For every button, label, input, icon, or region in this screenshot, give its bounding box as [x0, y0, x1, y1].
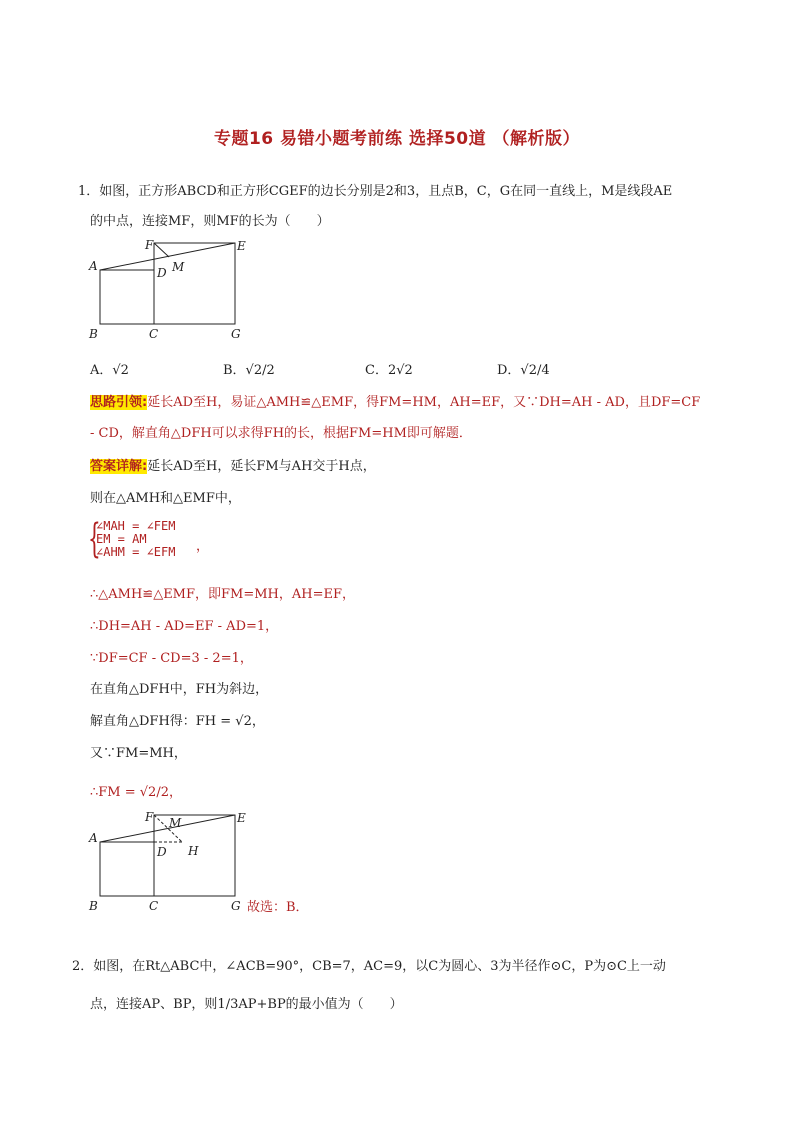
step-4: 在直角△DFH中，FH为斜边， — [90, 682, 269, 697]
option-d: D．√2/4 — [497, 363, 550, 378]
answer-label: 答案详解: — [90, 459, 148, 474]
q1-stem-line2: 的中点，连接MF，则MF的长为（ ） — [90, 214, 330, 229]
page-title: 专题16 易错小题考前练 选择50道 （解析版） — [213, 129, 581, 149]
segment-mf — [154, 243, 169, 257]
label-h-2: H — [188, 844, 199, 858]
q2-stem-line2: 点，连接AP、BP，则1/3AP+BP的最小值为（ ） — [90, 997, 403, 1012]
label-g-2: G — [231, 899, 241, 913]
equation-system — [96, 520, 175, 559]
square-abcd — [100, 270, 154, 324]
option-b: B．√2/2 — [223, 363, 275, 378]
hint-text1: 延长AD至H，易证△AMH≌△EMF，得FM=HM，AH=EF，又∵DH=AH - AD，且DF=CF — [147, 395, 701, 410]
label-a: A — [89, 259, 98, 273]
step-7: ∴FM = √2/2， — [90, 785, 182, 800]
answer-text1: 延长AD至H，延长FM与AH交于H点， — [147, 459, 376, 474]
label-g: G — [231, 327, 241, 341]
step-2: ∴DH=AH - AD=EF - AD=1， — [90, 619, 279, 634]
step-3: ∵DF=CF - CD=3 - 2=1， — [90, 651, 253, 666]
label-d: D — [157, 266, 167, 280]
label-d-2: D — [157, 845, 167, 859]
q1-stem-line1: 1．如图，正方形ABCD和正方形CGEF的边长分别是2和3，且点B，C，G在同一直线上，M是线段AE — [78, 184, 673, 199]
label-f: F — [145, 238, 154, 252]
label-e: E — [237, 239, 246, 253]
hint-line1 — [90, 393, 700, 413]
segment-ae-2 — [100, 815, 235, 842]
equation-1: ∠MAH = ∠FEM — [96, 519, 176, 533]
q1-figure — [85, 236, 255, 344]
square-abcd-2 — [100, 842, 154, 896]
equation-2: EM = AM — [96, 532, 147, 546]
hint-line2: - CD，解直角△DFH可以求得FH的长，根据FM=HM即可解题． — [90, 426, 472, 441]
label-b-2: B — [89, 899, 98, 913]
answer-line2: 则在△AMH和△EMF中， — [90, 491, 241, 506]
label-m-2: M — [169, 816, 182, 830]
answer-line1 — [90, 457, 376, 477]
label-c-2: C — [149, 899, 159, 913]
step-6: 又∵FM=MH， — [90, 746, 187, 761]
hint-label: 思路引领: — [90, 395, 148, 410]
option-c: C．2√2 — [365, 363, 413, 378]
label-f-2: F — [145, 810, 154, 824]
step-5: 解直角△DFH得：FH = √2， — [90, 714, 265, 729]
q1-solution-figure — [85, 808, 255, 916]
square-cgef — [154, 243, 235, 324]
equation-3: ∠AHM = ∠EFM — [96, 545, 176, 559]
label-m: M — [172, 260, 185, 274]
label-a-2: A — [89, 831, 98, 845]
label-c: C — [149, 327, 159, 341]
equation-tail: ， — [196, 539, 210, 554]
q2-stem-line1: 2．如图，在Rt△ABC中，∠ACB=90°，CB=7，AC=9，以C为圆心、3为半径作⊙C，P为⊙C上一动 — [72, 959, 666, 974]
option-a: A．√2 — [90, 363, 129, 378]
label-b: B — [89, 327, 98, 341]
step-1: ∴△AMH≌△EMF，即FM=MH，AH=EF， — [90, 587, 356, 602]
label-e-2: E — [237, 811, 246, 825]
conclusion: 故选：B． — [247, 900, 309, 915]
segment-ae — [100, 243, 235, 270]
equation-brace: { — [88, 516, 101, 562]
